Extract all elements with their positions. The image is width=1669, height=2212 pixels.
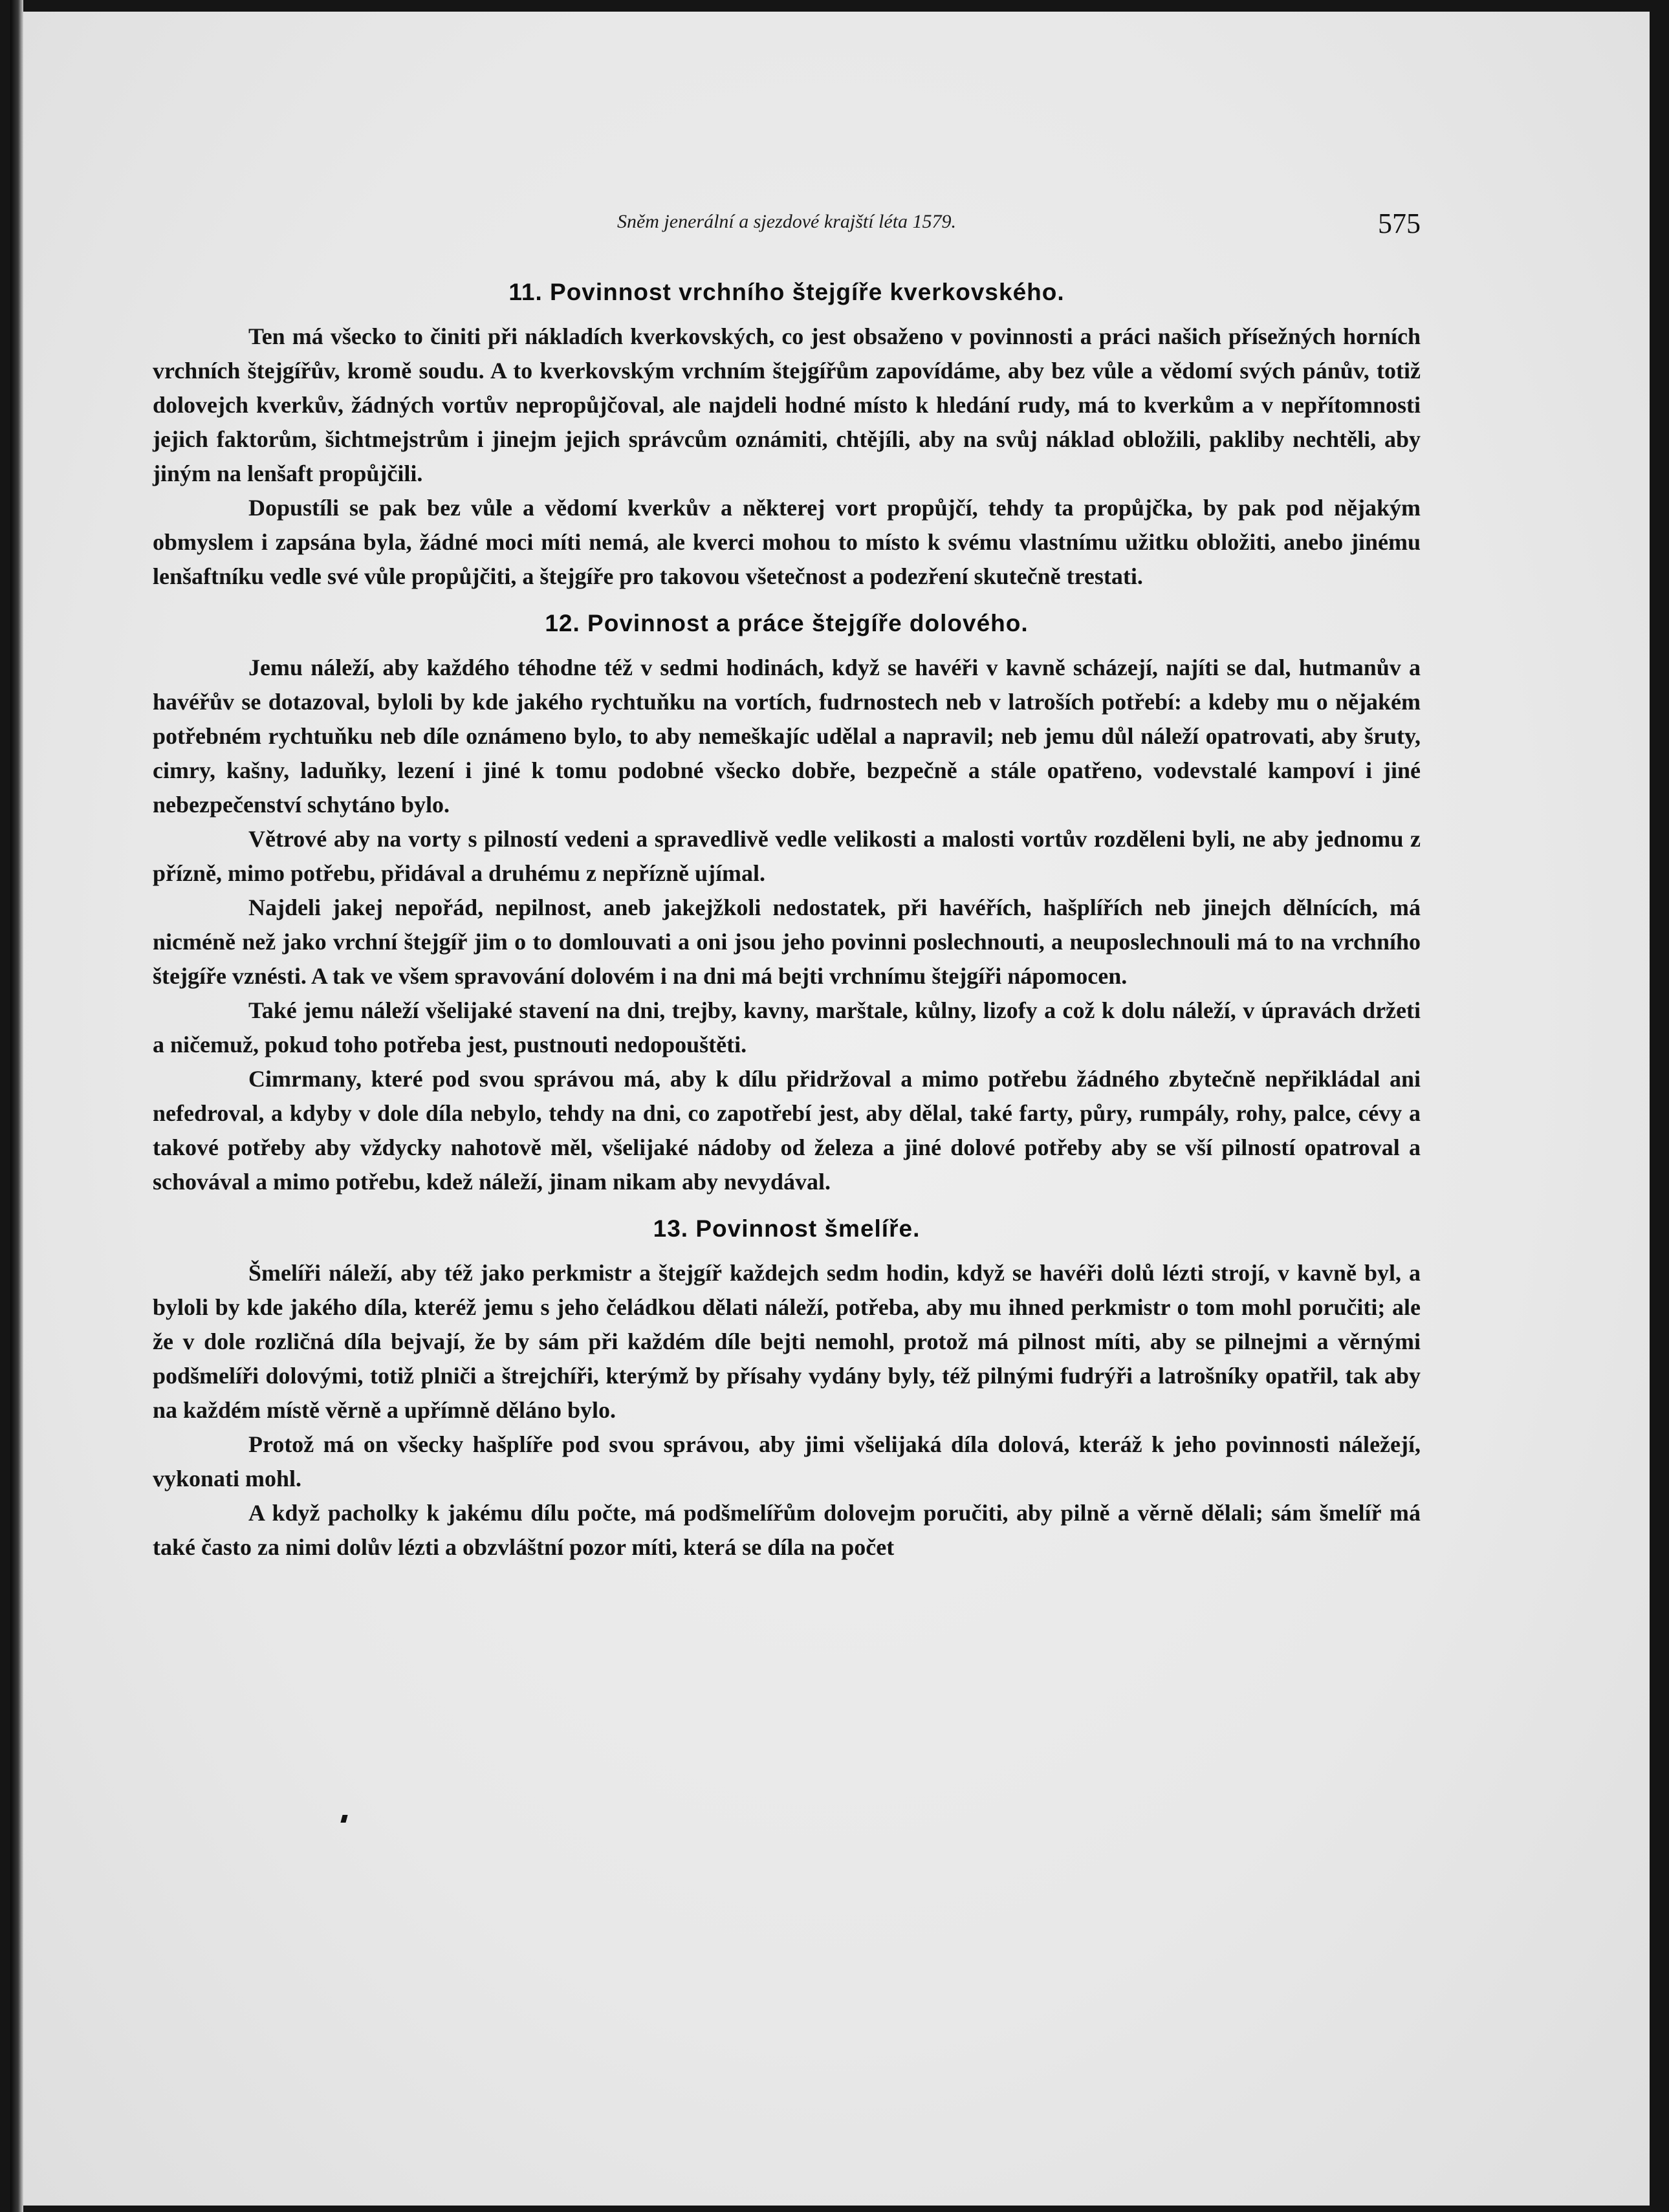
paragraph: Větrové aby na vorty s pilností vedeni a spravedlivě vedle velikosti a malosti vortův rozděleni byli, ne aby jednomu z přízně, mimo potřebu, přidával a druhému z nepřízně ujímal. <box>153 826 1421 886</box>
paragraph: Dopustíli se pak bez vůle a vědomí kverkův a některej vort propůjčí, tehdy ta propůjčka, by pak pod nějakým obmyslem i zapsána byla, žádné moci míti nemá, ale kverci mohou to místo k svému vlastnímu užitku obložiti, anebo jinému lenšaftníku vedle své vůle propůjčiti, a štejgíře pro takovou všetečnost a podezření skutečně trestati. <box>153 495 1421 589</box>
section-13 <box>153 1213 1421 1565</box>
section-heading: 12. Povinnost a práce štejgíře dolového. <box>545 610 1029 636</box>
page-header <box>153 207 1421 246</box>
paragraph: Šmelíři náleží, aby též jako perkmistr a štejgíř každejch sedm hodin, když se havéři dolů lézti strojí, v kavně byl, a byloli by kde jakého díla, kteréž jemu s jeho čeládkou dělati náleží, potřeba, aby mu ihned perkmistr o tom mohl poručiti; ale že v dole rozličná díla bejvají, že by sám při každém díle bejti nemohl, protož má pilnost míti, aby se pilnejmi a věrnými podšmelíři dolovými, totiž plniči a štrejchíři, kterýmž by přísahy vydány byly, též pilnými fudrýři a latrošníky opatřil, tak aby na každém místě věrně a upřímně děláno bylo. <box>153 1260 1421 1423</box>
paragraph: Ten má všecko to činiti při nákladích kverkovských, co jest obsaženo v povinnosti a práci našich přísežných horních vrchních štejgířův, kromě soudu. A to kverkovským vrchním štejgířům zapovídáme, aby bez vůle a vědomí svých pánův, totiž dolovejch kverkův, žádných vortův nepropůjčoval, ale najdeli hodné místo k hledání rudy, má to kverkům a v nepřítomnosti jejich faktorům, šichtmejstrům i jinejm jejich správcům oznámiti, chtějíli, aby na svůj náklad obložili, pakliby nechtěli, aby jiným na lenšaft propůjčili. <box>153 323 1421 486</box>
book-spine-shadow <box>10 0 23 2212</box>
section-12 <box>153 608 1421 1199</box>
page-number: 575 <box>1378 208 1421 239</box>
paragraph: A když pacholky k jakému dílu počte, má podšmelířům dolovejm poručiti, aby pilně a věrně dělali; sám šmelíř má také často za nimi dolův lézti a obzvláštní pozor míti, která se díla na počet <box>153 1500 1421 1560</box>
running-title: Sněm jenerální a sjezdové krajští léta 1579. <box>616 211 957 232</box>
paragraph: Najdeli jakej nepořád, nepilnost, aneb jakejžkoli nedostatek, při havéřích, hašplířích neb jinejch dělnících, má nicméně než jako vrchní štejgíř jim o to domlouvati a oni jsou jeho povinni poslechnouti, a neuposlechnouli má to na vrchního štejgíře vznésti. A tak ve všem spravování dolovém i na dni má bejti vrchnímu štejgíři nápomocen. <box>153 895 1421 989</box>
paragraph: Také jemu náleží všelijaké stavení na dni, trejby, kavny, marštale, kůlny, lizofy a což k dolu náleží, v úpravách držeti a ničemuž, pokud toho potřeba jest, pustnouti nedopouštěti. <box>153 997 1421 1057</box>
page-body <box>153 277 1421 1579</box>
paragraph: Jemu náleží, aby každého téhodne též v sedmi hodinách, když se havéři v kavně scházejí, najíti se dal, hutmanův a havéřův se dotazoval, byloli by kde jakého rychtuňku na vortích, fudrnostech neb v latroších potřebí: a kdeby mu o nějakém potřebném rychtuňku neb díle oznámeno bylo, to aby nemeškajíc udělal a napravil; neb jemu důl náleží opatrovati, aby šruty, cimry, kašny, laduňky, lezení i jiné k tomu podobné všecko dobře, bezpečně a stále opatřeno, vodevstalé kampoví i jiné nebezpečenství schytáno bylo. <box>153 655 1421 818</box>
section-11 <box>153 277 1421 594</box>
section-heading: 13. Povinnost šmelíře. <box>653 1215 921 1242</box>
paragraph: Protož má on všecky hašplíře pod svou správou, aby jimi všelijaká díla dolová, kteráž k jeho povinnosti náležejí, vykonati mohl. <box>153 1431 1421 1491</box>
section-heading: 11. Povinnost vrchního štejgíře kverkovského. <box>508 279 1065 305</box>
paragraph: Cimrmany, které pod svou správou má, aby k dílu přidržoval a mimo potřebu žádného zbytečně nepřikládal ani nefedroval, a kdyby v dole díla nebylo, tehdy na dni, co zapotřebí jest, aby dělal, také farty, půry, rumpály, rohy, palce, cévy a takové potřeby aby vždycky nahotově měl, všelijaké nádoby od železa a jiné dolové potřeby aby se vší pilností opatroval a schovával a mimo potřebu, kdež náleží, jinam nikam aby nevydával. <box>153 1066 1421 1195</box>
